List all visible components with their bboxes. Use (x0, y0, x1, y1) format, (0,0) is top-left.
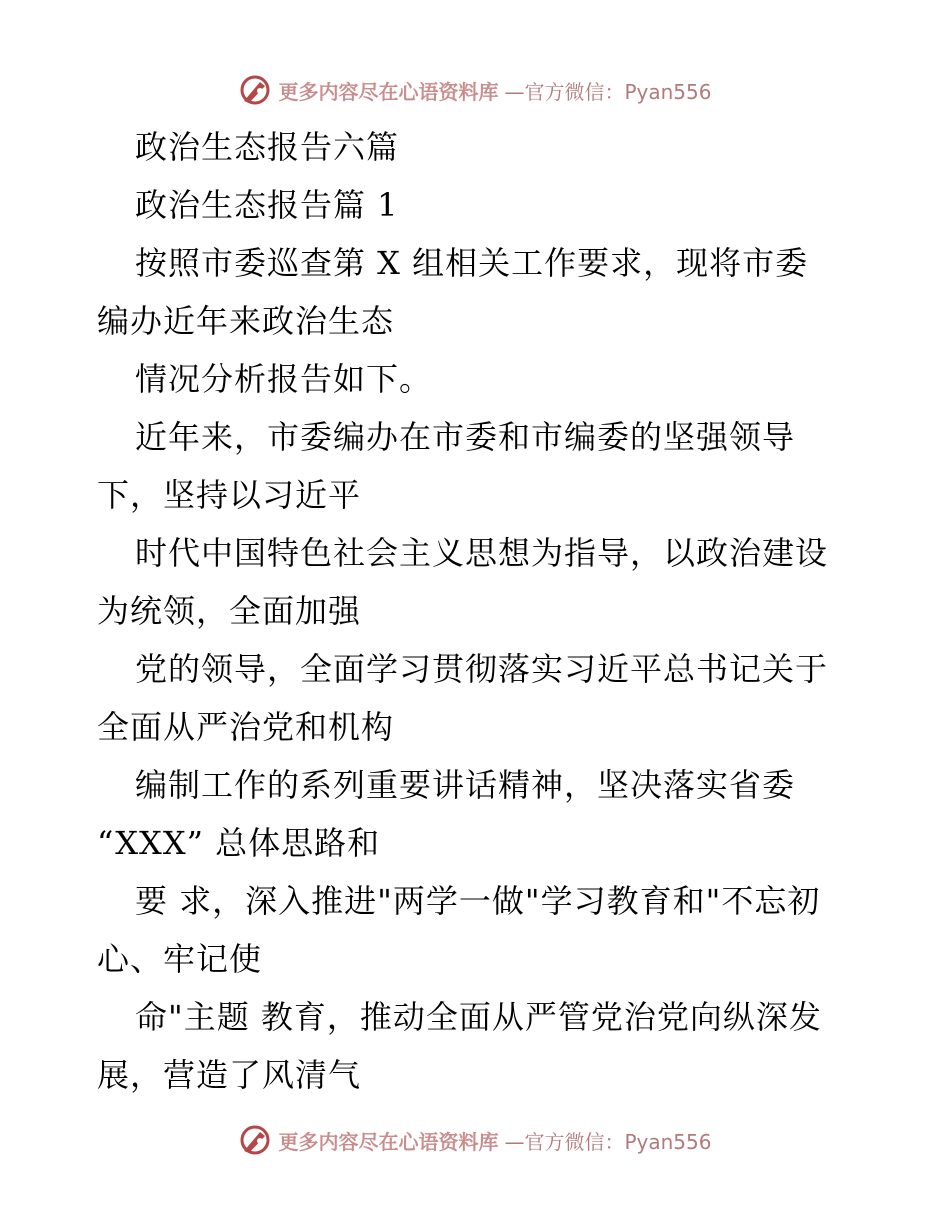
document-line: 心、牢记使 (97, 940, 263, 978)
banner-main-text: 更多内容尽在心语资料库 (278, 1129, 499, 1154)
document-line: 党的领导，全面学习贯彻落实习近平总书记关于 (135, 650, 829, 688)
document-line: 情况分析报告如下。 (135, 360, 433, 398)
document-line: 全面从严治党和机构 (97, 708, 395, 746)
pen-logo-icon (238, 1123, 272, 1157)
document-line: 为统领，全面加强 (97, 592, 362, 630)
document-line: 编办近年来政治生态 (97, 302, 395, 340)
document-line: 政治生态报告六篇 (135, 128, 400, 166)
banner-sub-text: —官方微信：Pyan556 (504, 79, 712, 104)
document-body (97, 118, 857, 1104)
banner-sub-text: —官方微信：Pyan556 (504, 1129, 712, 1154)
document-line: 政治生态报告篇 1 (135, 186, 399, 224)
header-banner (0, 70, 950, 110)
document-line: “XXX” 总体思路和 (97, 824, 381, 862)
document-line: 展，营造了风清气 (97, 1056, 362, 1094)
footer-banner (0, 1120, 950, 1160)
banner-main-text: 更多内容尽在心语资料库 (278, 79, 499, 104)
document-line: 下，坚持以习近平 (97, 476, 362, 514)
pen-logo-icon (238, 73, 272, 107)
document-line: 要 求，深入推进"两学一做"学习教育和"不忘初 (135, 882, 821, 920)
document-line: 命"主题 教育，推动全面从严管党治党向纵深发 (135, 998, 822, 1036)
document-line: 按照市委巡查第 X 组相关工作要求，现将市委 (135, 244, 809, 282)
document-line: 近年来，市委编办在市委和市编委的坚强领导 (135, 418, 796, 456)
document-line: 编制工作的系列重要讲话精神，坚决落实省委 (135, 766, 796, 804)
document-line: 时代中国特色社会主义思想为指导，以政治建设 (135, 534, 829, 572)
